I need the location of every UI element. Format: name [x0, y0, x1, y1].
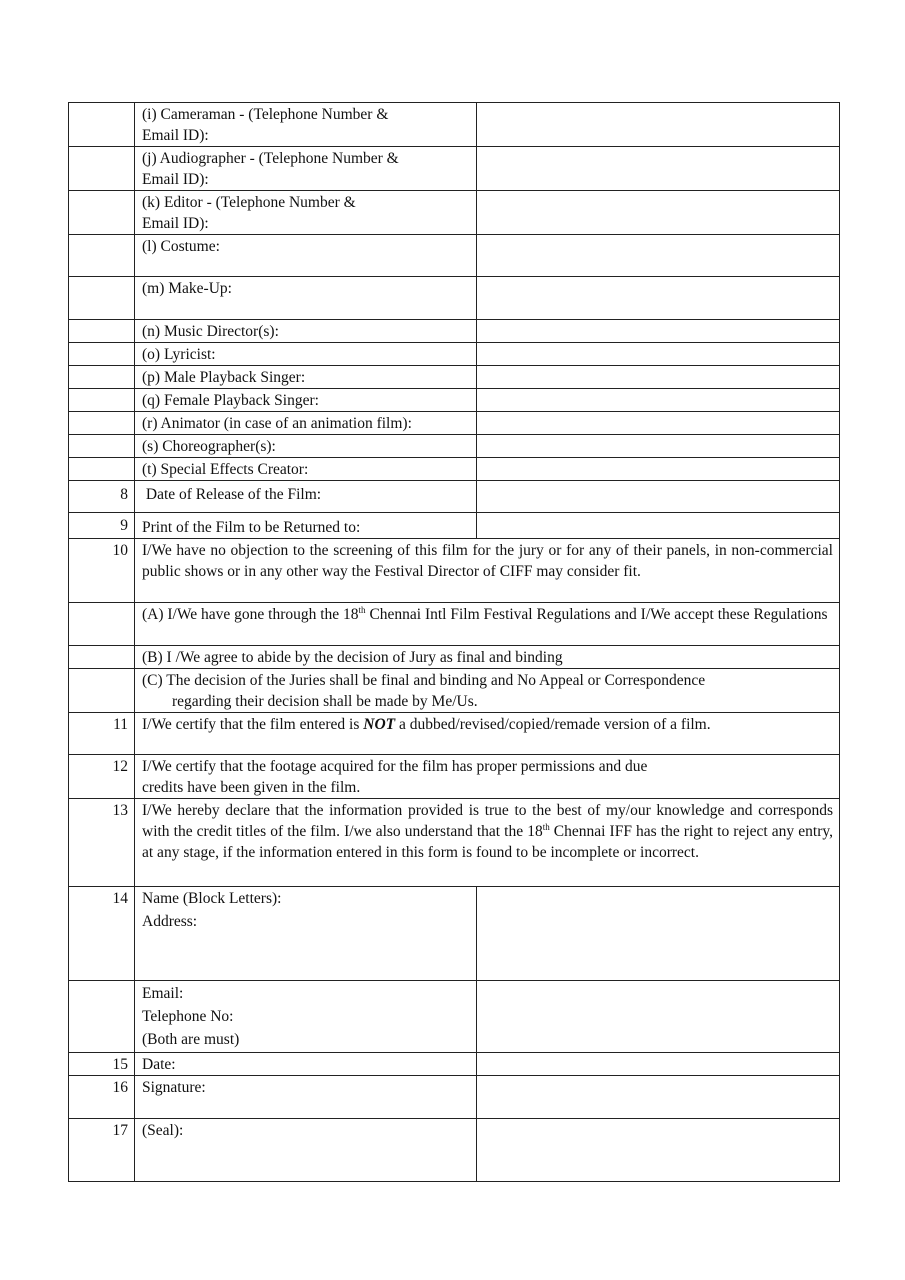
email-label: Email:	[142, 985, 184, 1002]
row-10c	[69, 669, 840, 713]
field-value-cell[interactable]	[477, 366, 840, 389]
credit-row	[69, 147, 840, 191]
row-number	[69, 277, 135, 320]
field-value-cell[interactable]	[477, 513, 840, 539]
contact-field[interactable]	[477, 981, 840, 1053]
row-number	[69, 412, 135, 435]
field-label	[135, 191, 477, 235]
field-label-line: (i) Cameraman - (Telephone Number &	[142, 106, 389, 123]
declaration-text: I/We hereby declare that the information provided is true to the best of my/our knowledge and corresponds with the credit titles of the film. I/we also understand that the 18th Chennai IFF has the right to reject any entry, at any stage, if the information entered in this form is found to be incomplete or incorrect.	[135, 799, 840, 887]
row-13	[69, 799, 840, 887]
field-value-cell[interactable]	[477, 320, 840, 343]
row-number	[69, 191, 135, 235]
field-label	[135, 320, 477, 343]
credit-row	[69, 366, 840, 389]
field-value-cell[interactable]	[477, 343, 840, 366]
credit-row	[69, 277, 840, 320]
row-number: 14	[69, 887, 135, 981]
row-number	[69, 147, 135, 191]
field-label	[135, 481, 477, 513]
credit-row	[69, 235, 840, 277]
contact-label	[135, 981, 477, 1053]
field-label	[135, 389, 477, 412]
credit-row	[69, 513, 840, 539]
row-10b	[69, 646, 840, 669]
field-label	[135, 435, 477, 458]
field-label	[135, 412, 477, 435]
credit-row	[69, 458, 840, 481]
field-label-line: (l) Costume:	[142, 238, 220, 255]
field-label	[135, 103, 477, 147]
signature-label: Signature:	[135, 1076, 477, 1119]
row-number	[69, 103, 135, 147]
field-value-cell[interactable]	[477, 191, 840, 235]
entry-form-body	[69, 103, 840, 1182]
not-dubbed-certification: I/We certify that the film entered is NOT a dubbed/revised/copied/remade version of a film.	[135, 713, 840, 755]
address-label: Address:	[142, 913, 198, 930]
field-label-line: Email ID):	[142, 171, 209, 188]
jury-decision-text: (B) I /We agree to abide by the decision of Jury as final and binding	[135, 646, 840, 669]
field-label-line: (n) Music Director(s):	[142, 323, 279, 340]
row-10	[69, 539, 840, 603]
consent-screening-text: I/We have no objection to the screening of this film for the jury or for any of their panels, in non-commercial public shows or in any other way the Festival Director of CIFF may consider fit.	[135, 539, 840, 603]
field-label-line: (j) Audiographer - (Telephone Number &	[142, 150, 399, 167]
credit-row	[69, 103, 840, 147]
row-number	[69, 981, 135, 1053]
signature-field[interactable]	[477, 1076, 840, 1119]
row-number	[69, 366, 135, 389]
field-value-cell[interactable]	[477, 277, 840, 320]
credit-row	[69, 343, 840, 366]
credit-row	[69, 412, 840, 435]
field-label-line: (m) Make-Up:	[142, 280, 232, 297]
row-number: 16	[69, 1076, 135, 1119]
footage-permission-certification	[135, 755, 840, 799]
no-appeal-line-1: (C) The decision of the Juries shall be final and binding and No Appeal or Correspondence	[142, 672, 706, 689]
footage-line-1: I/We certify that the footage acquired for the film has proper permissions and due	[142, 758, 648, 775]
date-field[interactable]	[477, 1053, 840, 1076]
field-label-line: (k) Editor - (Telephone Number &	[142, 194, 356, 211]
field-label-line: (o) Lyricist:	[142, 346, 216, 363]
footage-line-2: credits have been given in the film.	[142, 779, 361, 796]
row-number: 8	[69, 481, 135, 513]
row-number	[69, 603, 135, 646]
row-number	[69, 235, 135, 277]
row-14b	[69, 981, 840, 1053]
field-value-cell[interactable]	[477, 389, 840, 412]
row-number	[69, 320, 135, 343]
field-value-cell[interactable]	[477, 235, 840, 277]
field-label-line: Date of Release of the Film:	[142, 486, 322, 503]
field-label-line: (t) Special Effects Creator:	[142, 461, 309, 478]
field-value-cell[interactable]	[477, 103, 840, 147]
field-value-cell[interactable]	[477, 147, 840, 191]
field-label-line: Email ID):	[142, 127, 209, 144]
seal-field[interactable]	[477, 1119, 840, 1182]
credit-row	[69, 481, 840, 513]
credit-row	[69, 191, 840, 235]
row-number: 11	[69, 713, 135, 755]
row-number	[69, 389, 135, 412]
field-label-line: (s) Choreographer(s):	[142, 438, 276, 455]
telephone-label: Telephone No:	[142, 1008, 234, 1025]
field-label	[135, 147, 477, 191]
row-10a	[69, 603, 840, 646]
no-appeal-line-2: regarding their decision shall be made by Me/Us.	[172, 693, 478, 710]
row-15	[69, 1053, 840, 1076]
row-number: 15	[69, 1053, 135, 1076]
row-number	[69, 669, 135, 713]
name-address-label	[135, 887, 477, 981]
field-label-line: (r) Animator (in case of an animation film):	[142, 415, 412, 432]
name-label: Name (Block Letters):	[142, 890, 282, 907]
row-11	[69, 713, 840, 755]
row-number: 17	[69, 1119, 135, 1182]
regulations-accept-text: (A) I/We have gone through the 18th Chennai Intl Film Festival Regulations and I/We accept these Regulations	[135, 603, 840, 646]
date-label: Date:	[135, 1053, 477, 1076]
row-number: 13	[69, 799, 135, 887]
field-label-line: (p) Male Playback Singer:	[142, 369, 306, 386]
row-17	[69, 1119, 840, 1182]
row-number	[69, 646, 135, 669]
row-number: 9	[69, 513, 135, 539]
no-appeal-text	[135, 669, 840, 713]
row-14	[69, 887, 840, 981]
field-label	[135, 235, 477, 277]
credit-row	[69, 389, 840, 412]
credit-row	[69, 320, 840, 343]
field-label	[135, 513, 477, 539]
field-label	[135, 458, 477, 481]
row-number	[69, 458, 135, 481]
row-number	[69, 343, 135, 366]
row-number	[69, 435, 135, 458]
field-label	[135, 277, 477, 320]
field-label	[135, 343, 477, 366]
row-number: 10	[69, 539, 135, 603]
field-label-line: Email ID):	[142, 215, 209, 232]
field-value-cell[interactable]	[477, 458, 840, 481]
name-address-field[interactable]	[477, 887, 840, 981]
both-must-note: (Both are must)	[142, 1031, 240, 1048]
field-label-line: (q) Female Playback Singer:	[142, 392, 319, 409]
row-16	[69, 1076, 840, 1119]
credit-row	[69, 435, 840, 458]
field-value-cell[interactable]	[477, 412, 840, 435]
row-number: 12	[69, 755, 135, 799]
field-value-cell[interactable]	[477, 481, 840, 513]
field-label-line: Print of the Film to be Returned to:	[142, 519, 361, 536]
field-value-cell[interactable]	[477, 435, 840, 458]
seal-label: (Seal):	[135, 1119, 477, 1182]
entry-form-table	[68, 102, 840, 1182]
row-12	[69, 755, 840, 799]
field-label	[135, 366, 477, 389]
